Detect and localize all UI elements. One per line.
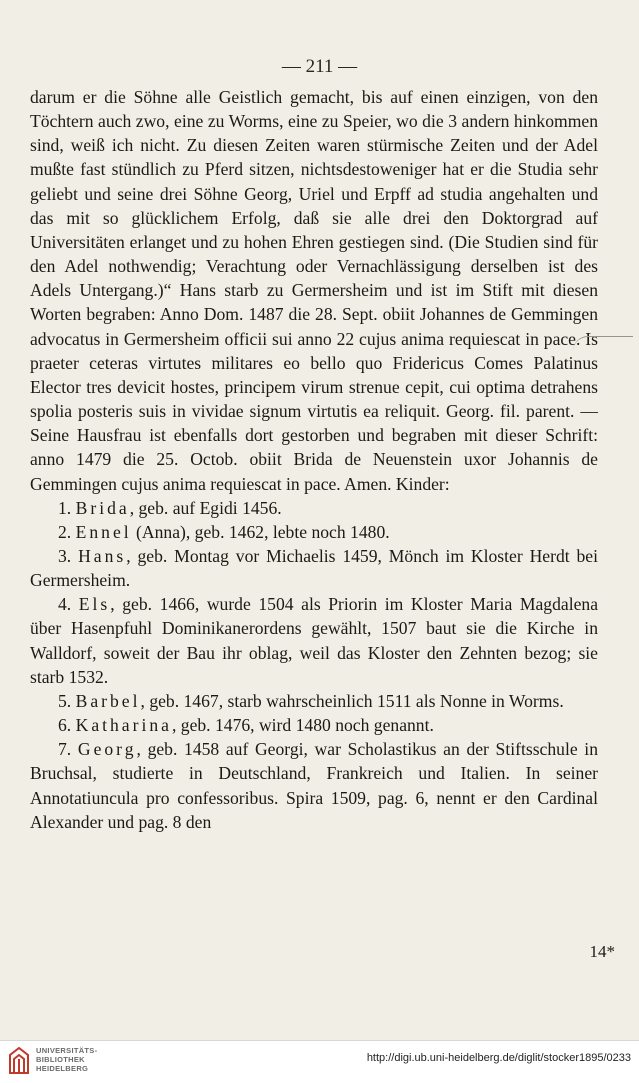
person-name: Brida [75, 497, 130, 518]
margin-pencil-mark [573, 336, 633, 351]
person-name: Barbel [75, 690, 141, 711]
body-text [30, 85, 598, 834]
person-name: Hans [78, 545, 127, 566]
paragraph-main: darum er die Söhne alle Geistlich gemacht, bis auf einen einzigen, von den Töchtern auch zwo, eine zu Worms, eine zu Speier, wo die 3 andern hinkommen sind, weiß ich nicht. Zu diesen Zeiten waren stürmische Zeiten und der Adel mußte fast stündlich zu Pferd sitzen, nichtsdestoweniger hat er die Studia sehr geliebt und seine drei Söhne Georg, Uriel und Erpff ad studia angehalten und das mit so glücklichem Erfolg, daß sie alle drei den Doktorgrad auf Universitäten erlanget und zu hohen Ehren gestiegen sind. (Die Studien sind für den Adel nothwendig; Verachtung oder Vernachlässigung derselben ist des Adels Untergang.)“ Hans starb zu Germersheim und ist im Stift mit diesen Worten begraben: Anno Dom. 1487 die 28. Sept. obiit Johannes de Gemmingen advocatus in Germersheim officii sui anno 22 cujus anima requiescat in pace. Is praeter ceteras virtutes militares eo bello quo Fridericus Comes Palatinus Elector tres devicit hostes, principem virum strenue cepit, cui optima detrahens spolia posteris suis in vividae signum virtutis ea reliquit. Georg. fil. parent. — Seine Hausfrau ist ebenfalls dort gestorben und begraben mit dieser Schrift: anno 1479 die 25. Octob. obiit Brida de Neuenstein uxor Johannis de Gemmingen cujus anima requiescat in pace. Amen. Kinder: [30, 87, 598, 494]
list-item: 3. Hans, geb. Montag vor Michaelis 1459, Mönch im Kloster Herdt bei Germersheim. [30, 545, 598, 591]
list-item: 7. Georg, geb. 1458 auf Georgi, war Scholastikus an der Stiftsschule in Bruchsal, studierte in Deutschland, Frankreich und Italien. In seiner Annotatiuncula pro confessoribus. Spira 1509, pag. 6, nennt er den Cardinal Alexander und pag. 8 den [30, 739, 598, 832]
footer [0, 1040, 639, 1083]
person-name: Georg [77, 739, 137, 760]
list-item: 2. Ennel (Anna), geb. 1462, lebte noch 1480. [58, 521, 390, 542]
heidelberg-library-logo-icon [8, 1045, 30, 1075]
list-item: 1. Brida, geb. auf Egidi 1456. [58, 497, 282, 518]
signature-mark: 14* [589, 942, 615, 961]
list-item: 5. Barbel, geb. 1467, starb wahrscheinlich 1511 als Nonne in Worms. [58, 690, 564, 711]
source-url[interactable]: http://digi.ub.uni-heidelberg.de/diglit/stocker1895/0233 [366, 1052, 631, 1064]
person-name: Katharina [75, 715, 172, 736]
list-item: 4. Els, geb. 1466, wurde 1504 als Priorin im Kloster Maria Magdalena über Hasenpfuhl Dominikanerordens gewählt, 1507 baut sie die Kirche in Walldorf, soweit der Bau ihr oblag, weil das Kloster den Zehnten bezog; sie starb 1532. [30, 594, 599, 687]
person-name: Ennel [75, 521, 132, 542]
page-number: — 211 — [281, 56, 358, 77]
list-item: 6. Katharina, geb. 1476, wird 1480 noch genannt. [58, 715, 434, 736]
person-name: Els [78, 594, 111, 615]
library-name: UNIVERSITÄTS- BIBLIOTHEK HEIDELBERG [36, 1046, 98, 1073]
